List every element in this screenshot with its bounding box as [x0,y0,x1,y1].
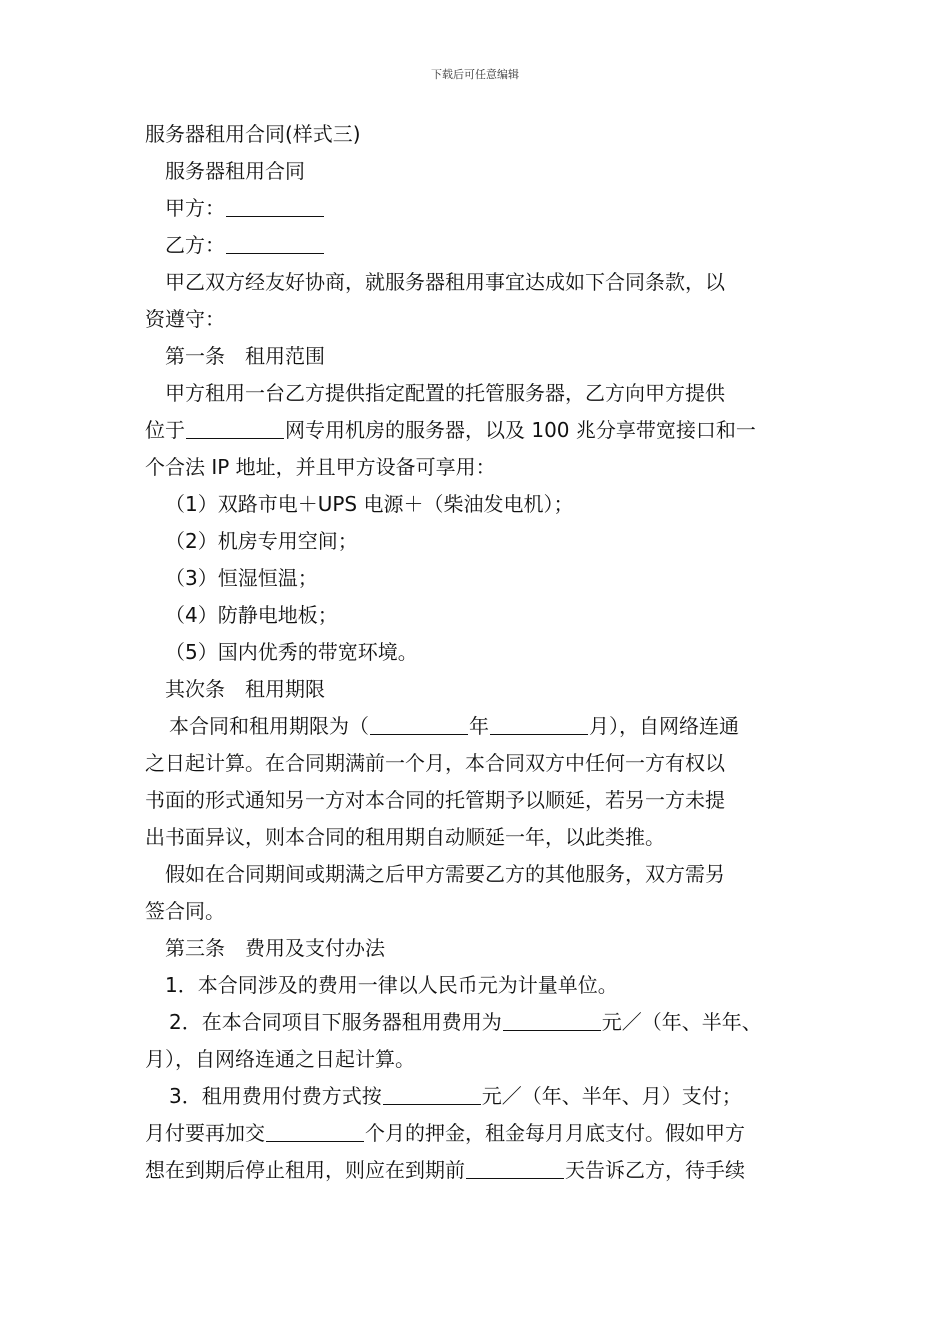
text-span: 3．租用费用付费方式按 [169,1084,382,1108]
article-2-line: 之日起计算。在合同期满前一个月，本合同双方中任何一方有权以 [145,751,725,775]
article-3-item: 1．本合同涉及的费用一律以人民币元为计量单位。 [165,973,618,997]
list-item: （4）防静电地板； [165,603,338,627]
article-1-heading: 第一条 租用范围 [165,344,325,368]
text-span: 2．在本合同项目下服务器租用费用为 [169,1010,502,1034]
text-span: 个月的押金，租金每月月底支付。假如甲方 [365,1121,745,1145]
text-span: 年 [469,714,489,738]
list-item: （5）国内优秀的带宽环境。 [165,640,418,664]
article-1-line [145,412,835,449]
text-span: 元／（年、半年、月）支付； [481,1084,742,1108]
list-item: （2）机房专用空间； [165,529,358,553]
intro-line: 资遵守： [145,307,225,331]
article-1-line: 个合法 IP 地址，并且甲方设备可享用： [145,455,496,479]
party-b-line [145,227,835,264]
article-2-line: 书面的形式通知另一方对本合同的托管期予以顺延，若另一方未提 [145,788,725,812]
article-3-item: 月），自网络连通之日起计算。 [145,1047,415,1071]
text-span: 月），自网络连通 [589,714,739,738]
text-span: 天告诉乙方，待手续 [565,1158,745,1182]
party-b-blank [226,231,324,254]
article-2-heading: 其次条 租用期限 [165,677,325,701]
article-3-item [145,1115,835,1152]
notice-days-blank [466,1156,564,1179]
location-blank [186,416,284,439]
party-b-label: 乙方： [165,233,225,257]
page-header: 下载后可任意编辑 [431,68,519,81]
deposit-months-blank [266,1119,364,1142]
article-2-line: 签合同。 [145,899,225,923]
party-a-line [145,190,835,227]
text-span: 元／（年、半年、 [601,1010,762,1034]
text-span: 本合同和租用期限为（ [169,714,369,738]
fee-blank [503,1008,601,1031]
article-2-line: 假如在合同期间或期满之后甲方需要乙方的其他服务，双方需另 [165,862,725,886]
article-3-item [145,1152,835,1189]
payment-blank [383,1082,481,1105]
article-3-item [145,1004,835,1041]
text-span: 位于 [145,418,185,442]
party-a-label: 甲方： [165,196,225,220]
list-item: （3）恒湿恒温； [165,566,318,590]
text-span: 月付要再加交 [145,1121,265,1145]
document-title: 服务器租用合同(样式三) [145,122,361,146]
list-item: （1）双路市电＋UPS 电源＋（柴油发电机）； [165,492,574,516]
article-1-line: 甲方租用一台乙方提供指定配置的托管服务器，乙方向甲方提供 [165,381,725,405]
text-span: 想在到期后停止租用，则应在到期前 [145,1158,465,1182]
party-a-blank [226,194,324,217]
months-blank [490,712,588,735]
years-blank [370,712,468,735]
text-span: 网专用机房的服务器，以及 100 兆分享带宽接口和一 [285,418,756,442]
contract-subtitle: 服务器租用合同 [165,159,305,183]
article-3-item [145,1078,835,1115]
article-2-line: 出书面异议，则本合同的租用期自动顺延一年，以此类推。 [145,825,665,849]
document-body [145,116,835,1189]
article-3-heading: 第三条 费用及支付办法 [165,936,385,960]
intro-line: 甲乙双方经友好协商，就服务器租用事宜达成如下合同条款，以 [165,270,725,294]
article-2-line [145,708,835,745]
